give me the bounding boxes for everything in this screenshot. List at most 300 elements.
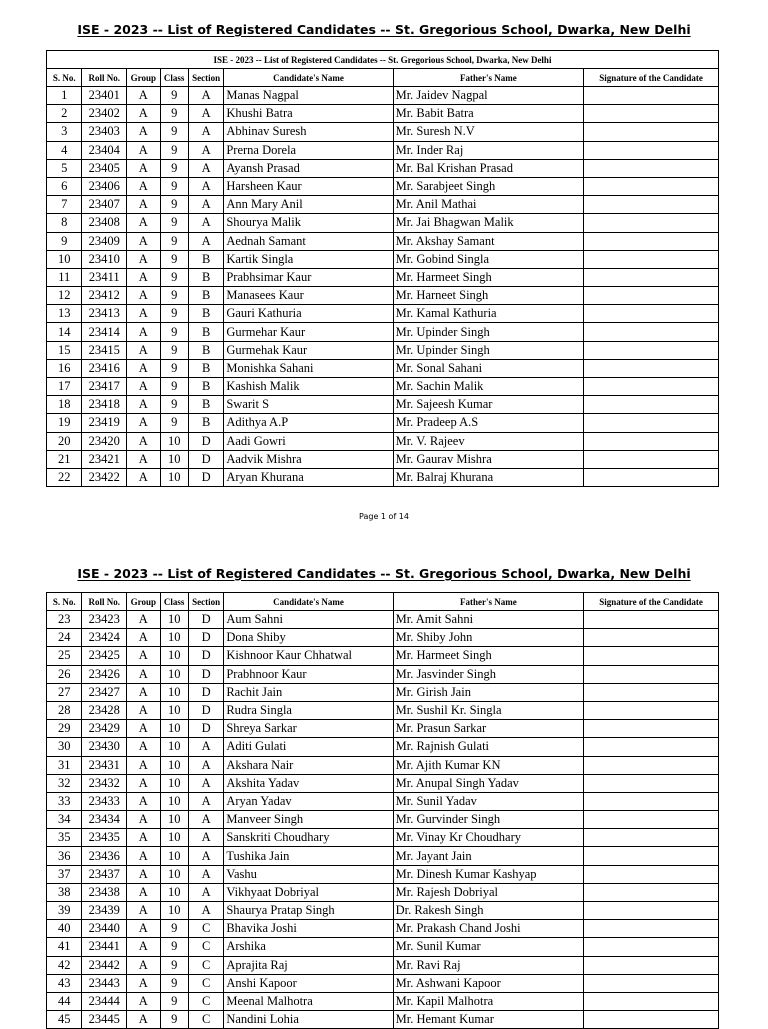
cell-candidate-name: Manasees Kaur <box>224 287 393 305</box>
cell-roll: 23411 <box>82 268 127 286</box>
cell-candidate-name: Manas Nagpal <box>224 87 393 105</box>
cell-roll: 23441 <box>82 938 127 956</box>
cell-signature <box>584 105 719 123</box>
cell-father-name: Mr. Amit Sahni <box>393 611 584 629</box>
cell-group: A <box>127 359 160 377</box>
cell-roll: 23437 <box>82 865 127 883</box>
cell-sno: 37 <box>47 865 82 883</box>
cell-father-name: Mr. Jasvinder Singh <box>393 665 584 683</box>
cell-roll: 23417 <box>82 378 127 396</box>
cell-roll: 23427 <box>82 683 127 701</box>
cell-roll: 23435 <box>82 829 127 847</box>
cell-section: C <box>188 938 223 956</box>
table-row <box>47 792 719 810</box>
table-row <box>47 159 719 177</box>
cell-father-name: Mr. Ravi Raj <box>393 956 584 974</box>
cell-roll: 23420 <box>82 432 127 450</box>
cell-sno: 32 <box>47 774 82 792</box>
cell-sno: 22 <box>47 468 82 486</box>
cell-class: 10 <box>160 738 188 756</box>
cell-signature <box>584 701 719 719</box>
cell-sno: 15 <box>47 341 82 359</box>
cell-signature <box>584 414 719 432</box>
table-row <box>47 232 719 250</box>
cell-signature <box>584 87 719 105</box>
cell-group: A <box>127 378 160 396</box>
cell-sno: 9 <box>47 232 82 250</box>
column-header: Class <box>160 593 188 611</box>
cell-group: A <box>127 141 160 159</box>
cell-group: A <box>127 629 160 647</box>
cell-group: A <box>127 792 160 810</box>
cell-candidate-name: Shreya Sarkar <box>224 720 393 738</box>
cell-father-name: Mr. Rajnish Gulati <box>393 738 584 756</box>
cell-father-name: Mr. Prakash Chand Joshi <box>393 920 584 938</box>
cell-class: 9 <box>160 123 188 141</box>
cell-section: B <box>188 396 223 414</box>
cell-section: A <box>188 87 223 105</box>
cell-father-name: Mr. Sajeesh Kumar <box>393 396 584 414</box>
cell-roll: 23413 <box>82 305 127 323</box>
cell-candidate-name: Aum Sahni <box>224 611 393 629</box>
cell-roll: 23419 <box>82 414 127 432</box>
cell-sno: 43 <box>47 974 82 992</box>
cell-sno: 28 <box>47 701 82 719</box>
cell-candidate-name: Aditi Gulati <box>224 738 393 756</box>
cell-class: 9 <box>160 305 188 323</box>
cell-signature <box>584 123 719 141</box>
cell-group: A <box>127 865 160 883</box>
cell-class: 10 <box>160 701 188 719</box>
cell-candidate-name: Ann Mary Anil <box>224 196 393 214</box>
table-row <box>47 701 719 719</box>
cell-section: D <box>188 647 223 665</box>
cell-section: B <box>188 250 223 268</box>
cell-roll: 23444 <box>82 992 127 1010</box>
cell-candidate-name: Vikhyaat Dobriyal <box>224 883 393 901</box>
cell-class: 9 <box>160 287 188 305</box>
column-header: Candidate's Name <box>224 593 393 611</box>
table-row <box>47 629 719 647</box>
cell-roll: 23440 <box>82 920 127 938</box>
cell-father-name: Mr. Jaidev Nagpal <box>393 87 584 105</box>
cell-roll: 23445 <box>82 1011 127 1029</box>
cell-signature <box>584 287 719 305</box>
cell-group: A <box>127 177 160 195</box>
table-header-row <box>47 593 719 611</box>
cell-sno: 40 <box>47 920 82 938</box>
cell-candidate-name: Aryan Yadav <box>224 792 393 810</box>
cell-signature <box>584 829 719 847</box>
cell-section: A <box>188 774 223 792</box>
cell-section: C <box>188 920 223 938</box>
cell-section: D <box>188 432 223 450</box>
cell-group: A <box>127 232 160 250</box>
cell-candidate-name: Meenal Malhotra <box>224 992 393 1010</box>
cell-signature <box>584 992 719 1010</box>
cell-signature <box>584 683 719 701</box>
column-header: Class <box>160 69 188 87</box>
cell-class: 9 <box>160 87 188 105</box>
cell-group: A <box>127 323 160 341</box>
cell-section: B <box>188 359 223 377</box>
table-row <box>47 811 719 829</box>
cell-signature <box>584 629 719 647</box>
table-row <box>47 105 719 123</box>
cell-candidate-name: Gauri Kathuria <box>224 305 393 323</box>
cell-sno: 11 <box>47 268 82 286</box>
cell-class: 10 <box>160 902 188 920</box>
cell-signature <box>584 956 719 974</box>
table-row <box>47 647 719 665</box>
cell-group: A <box>127 214 160 232</box>
cell-candidate-name: Kartik Singla <box>224 250 393 268</box>
cell-class: 10 <box>160 432 188 450</box>
cell-father-name: Dr. Rakesh Singh <box>393 902 584 920</box>
cell-section: A <box>188 177 223 195</box>
cell-candidate-name: Akshara Nair <box>224 756 393 774</box>
cell-sno: 13 <box>47 305 82 323</box>
cell-sno: 7 <box>47 196 82 214</box>
cell-father-name: Mr. Akshay Samant <box>393 232 584 250</box>
cell-father-name: Mr. Jayant Jain <box>393 847 584 865</box>
table-row <box>47 829 719 847</box>
cell-candidate-name: Manveer Singh <box>224 811 393 829</box>
cell-father-name: Mr. Balraj Khurana <box>393 468 584 486</box>
cell-signature <box>584 647 719 665</box>
cell-class: 10 <box>160 683 188 701</box>
table-row <box>47 359 719 377</box>
page-title-2: ISE - 2023 -- List of Registered Candidates -- St. Gregorious School, Dwarka, New Delhi <box>77 566 691 581</box>
cell-candidate-name: Tushika Jain <box>224 847 393 865</box>
cell-roll: 23415 <box>82 341 127 359</box>
cell-group: A <box>127 738 160 756</box>
cell-father-name: Mr. V. Rajeev <box>393 432 584 450</box>
cell-father-name: Mr. Kapil Malhotra <box>393 992 584 1010</box>
table-row <box>47 611 719 629</box>
table-row <box>47 938 719 956</box>
cell-father-name: Mr. Jai Bhagwan Malik <box>393 214 584 232</box>
cell-section: B <box>188 414 223 432</box>
cell-group: A <box>127 123 160 141</box>
cell-section: A <box>188 865 223 883</box>
cell-candidate-name: Rudra Singla <box>224 701 393 719</box>
cell-class: 9 <box>160 268 188 286</box>
column-header: Group <box>127 593 160 611</box>
cell-sno: 12 <box>47 287 82 305</box>
cell-class: 9 <box>160 159 188 177</box>
cell-father-name: Mr. Ajith Kumar KN <box>393 756 584 774</box>
cell-roll: 23406 <box>82 177 127 195</box>
cell-section: A <box>188 123 223 141</box>
cell-roll: 23425 <box>82 647 127 665</box>
cell-class: 10 <box>160 829 188 847</box>
cell-candidate-name: Aryan Khurana <box>224 468 393 486</box>
cell-candidate-name: Gurmehak Kaur <box>224 341 393 359</box>
cell-class: 10 <box>160 665 188 683</box>
table-row <box>47 683 719 701</box>
cell-candidate-name: Aprajita Raj <box>224 956 393 974</box>
column-header: Candidate's Name <box>224 69 393 87</box>
cell-signature <box>584 611 719 629</box>
cell-candidate-name: Rachit Jain <box>224 683 393 701</box>
cell-section: A <box>188 141 223 159</box>
table-row <box>47 992 719 1010</box>
cell-sno: 42 <box>47 956 82 974</box>
column-header: Roll No. <box>82 593 127 611</box>
cell-candidate-name: Arshika <box>224 938 393 956</box>
cell-class: 9 <box>160 396 188 414</box>
table-row <box>47 720 719 738</box>
cell-roll: 23431 <box>82 756 127 774</box>
cell-section: A <box>188 214 223 232</box>
column-header: Roll No. <box>82 69 127 87</box>
cell-section: B <box>188 378 223 396</box>
cell-group: A <box>127 756 160 774</box>
cell-father-name: Mr. Suresh N.V <box>393 123 584 141</box>
cell-section: C <box>188 992 223 1010</box>
cell-group: A <box>127 720 160 738</box>
cell-roll: 23407 <box>82 196 127 214</box>
cell-sno: 6 <box>47 177 82 195</box>
table-row <box>47 756 719 774</box>
cell-sno: 10 <box>47 250 82 268</box>
cell-section: A <box>188 902 223 920</box>
cell-class: 9 <box>160 974 188 992</box>
cell-father-name: Mr. Sachin Malik <box>393 378 584 396</box>
table-row <box>47 396 719 414</box>
cell-roll: 23434 <box>82 811 127 829</box>
cell-class: 9 <box>160 341 188 359</box>
cell-father-name: Mr. Ashwani Kapoor <box>393 974 584 992</box>
cell-roll: 23439 <box>82 902 127 920</box>
cell-group: A <box>127 974 160 992</box>
cell-sno: 16 <box>47 359 82 377</box>
cell-section: D <box>188 701 223 719</box>
cell-sno: 8 <box>47 214 82 232</box>
cell-roll: 23409 <box>82 232 127 250</box>
page-title: ISE - 2023 -- List of Registered Candidates -- St. Gregorious School, Dwarka, New Delhi <box>77 22 691 37</box>
cell-section: A <box>188 847 223 865</box>
cell-roll: 23430 <box>82 738 127 756</box>
cell-group: A <box>127 811 160 829</box>
cell-father-name: Mr. Inder Raj <box>393 141 584 159</box>
cell-class: 10 <box>160 811 188 829</box>
table-row <box>47 141 719 159</box>
cell-candidate-name: Aednah Samant <box>224 232 393 250</box>
cell-class: 10 <box>160 847 188 865</box>
cell-candidate-name: Akshita Yadav <box>224 774 393 792</box>
cell-sno: 26 <box>47 665 82 683</box>
cell-sno: 44 <box>47 992 82 1010</box>
cell-section: A <box>188 196 223 214</box>
cell-class: 9 <box>160 378 188 396</box>
table-row <box>47 847 719 865</box>
cell-signature <box>584 811 719 829</box>
cell-class: 9 <box>160 141 188 159</box>
cell-group: A <box>127 611 160 629</box>
table-row <box>47 1011 719 1029</box>
table-banner-row <box>47 51 719 69</box>
cell-group: A <box>127 287 160 305</box>
cell-father-name: Mr. Sonal Sahani <box>393 359 584 377</box>
cell-class: 9 <box>160 938 188 956</box>
cell-candidate-name: Abhinav Suresh <box>224 123 393 141</box>
cell-section: C <box>188 974 223 992</box>
cell-candidate-name: Swarit S <box>224 396 393 414</box>
cell-candidate-name: Vashu <box>224 865 393 883</box>
cell-class: 9 <box>160 177 188 195</box>
cell-signature <box>584 774 719 792</box>
cell-sno: 38 <box>47 883 82 901</box>
cell-roll: 23443 <box>82 974 127 992</box>
cell-group: A <box>127 268 160 286</box>
cell-group: A <box>127 829 160 847</box>
table-row <box>47 414 719 432</box>
cell-signature <box>584 305 719 323</box>
table-row <box>47 323 719 341</box>
cell-father-name: Mr. Hemant Kumar <box>393 1011 584 1029</box>
cell-father-name: Mr. Harmeet Singh <box>393 268 584 286</box>
cell-candidate-name: Ayansh Prasad <box>224 159 393 177</box>
cell-group: A <box>127 468 160 486</box>
column-header: Section <box>188 69 223 87</box>
cell-section: C <box>188 1011 223 1029</box>
cell-section: A <box>188 738 223 756</box>
cell-sno: 21 <box>47 450 82 468</box>
cell-class: 9 <box>160 920 188 938</box>
cell-roll: 23404 <box>82 141 127 159</box>
cell-sno: 4 <box>47 141 82 159</box>
cell-group: A <box>127 683 160 701</box>
cell-signature <box>584 720 719 738</box>
table-row <box>47 956 719 974</box>
table-row <box>47 177 719 195</box>
cell-sno: 2 <box>47 105 82 123</box>
table-row <box>47 214 719 232</box>
cell-father-name: Mr. Upinder Singh <box>393 323 584 341</box>
cell-signature <box>584 883 719 901</box>
column-header: Signature of the Candidate <box>584 593 719 611</box>
cell-signature <box>584 359 719 377</box>
cell-roll: 23422 <box>82 468 127 486</box>
cell-roll: 23438 <box>82 883 127 901</box>
cell-class: 10 <box>160 629 188 647</box>
candidates-table <box>46 50 719 487</box>
cell-father-name: Mr. Bal Krishan Prasad <box>393 159 584 177</box>
cell-father-name: Mr. Babit Batra <box>393 105 584 123</box>
cell-signature <box>584 1011 719 1029</box>
cell-roll: 23416 <box>82 359 127 377</box>
cell-signature <box>584 396 719 414</box>
cell-signature <box>584 738 719 756</box>
cell-roll: 23412 <box>82 287 127 305</box>
cell-section: D <box>188 720 223 738</box>
cell-roll: 23423 <box>82 611 127 629</box>
cell-father-name: Mr. Prasun Sarkar <box>393 720 584 738</box>
cell-signature <box>584 432 719 450</box>
cell-father-name: Mr. Upinder Singh <box>393 341 584 359</box>
cell-roll: 23408 <box>82 214 127 232</box>
cell-father-name: Mr. Rajesh Dobriyal <box>393 883 584 901</box>
cell-father-name: Mr. Anupal Singh Yadav <box>393 774 584 792</box>
cell-signature <box>584 902 719 920</box>
cell-signature <box>584 865 719 883</box>
cell-roll: 23442 <box>82 956 127 974</box>
table-row <box>47 665 719 683</box>
cell-candidate-name: Prerna Dorela <box>224 141 393 159</box>
cell-candidate-name: Harsheen Kaur <box>224 177 393 195</box>
cell-father-name: Mr. Dinesh Kumar Kashyap <box>393 865 584 883</box>
cell-candidate-name: Sanskriti Choudhary <box>224 829 393 847</box>
cell-roll: 23401 <box>82 87 127 105</box>
cell-candidate-name: Aadi Gowri <box>224 432 393 450</box>
cell-signature <box>584 468 719 486</box>
table-row <box>47 902 719 920</box>
cell-signature <box>584 341 719 359</box>
table-row <box>47 450 719 468</box>
candidates-table-2 <box>46 592 719 1029</box>
cell-candidate-name: Shaurya Pratap Singh <box>224 902 393 920</box>
column-header: Father's Name <box>393 593 584 611</box>
cell-class: 9 <box>160 359 188 377</box>
table-row <box>47 341 719 359</box>
cell-section: A <box>188 756 223 774</box>
cell-class: 9 <box>160 196 188 214</box>
cell-father-name: Mr. Kamal Kathuria <box>393 305 584 323</box>
cell-signature <box>584 756 719 774</box>
cell-sno: 31 <box>47 756 82 774</box>
cell-candidate-name: Aadvik Mishra <box>224 450 393 468</box>
cell-group: A <box>127 665 160 683</box>
column-header: Section <box>188 593 223 611</box>
cell-section: D <box>188 611 223 629</box>
cell-sno: 3 <box>47 123 82 141</box>
cell-candidate-name: Monishka Sahani <box>224 359 393 377</box>
cell-roll: 23432 <box>82 774 127 792</box>
cell-class: 9 <box>160 105 188 123</box>
cell-sno: 30 <box>47 738 82 756</box>
cell-signature <box>584 268 719 286</box>
cell-class: 10 <box>160 883 188 901</box>
cell-father-name: Mr. Pradeep A.S <box>393 414 584 432</box>
cell-father-name: Mr. Harmeet Singh <box>393 647 584 665</box>
cell-class: 10 <box>160 720 188 738</box>
cell-section: B <box>188 341 223 359</box>
cell-roll: 23402 <box>82 105 127 123</box>
table-row <box>47 774 719 792</box>
cell-candidate-name: Adithya A.P <box>224 414 393 432</box>
cell-section: A <box>188 811 223 829</box>
cell-section: B <box>188 287 223 305</box>
cell-group: A <box>127 414 160 432</box>
cell-sno: 20 <box>47 432 82 450</box>
cell-signature <box>584 847 719 865</box>
cell-signature <box>584 250 719 268</box>
cell-signature <box>584 159 719 177</box>
cell-candidate-name: Nandini Lohia <box>224 1011 393 1029</box>
cell-signature <box>584 378 719 396</box>
cell-section: A <box>188 159 223 177</box>
table-row <box>47 378 719 396</box>
cell-sno: 27 <box>47 683 82 701</box>
table-row <box>47 196 719 214</box>
cell-sno: 34 <box>47 811 82 829</box>
cell-class: 10 <box>160 468 188 486</box>
table-row <box>47 920 719 938</box>
cell-section: A <box>188 232 223 250</box>
table-row <box>47 123 719 141</box>
